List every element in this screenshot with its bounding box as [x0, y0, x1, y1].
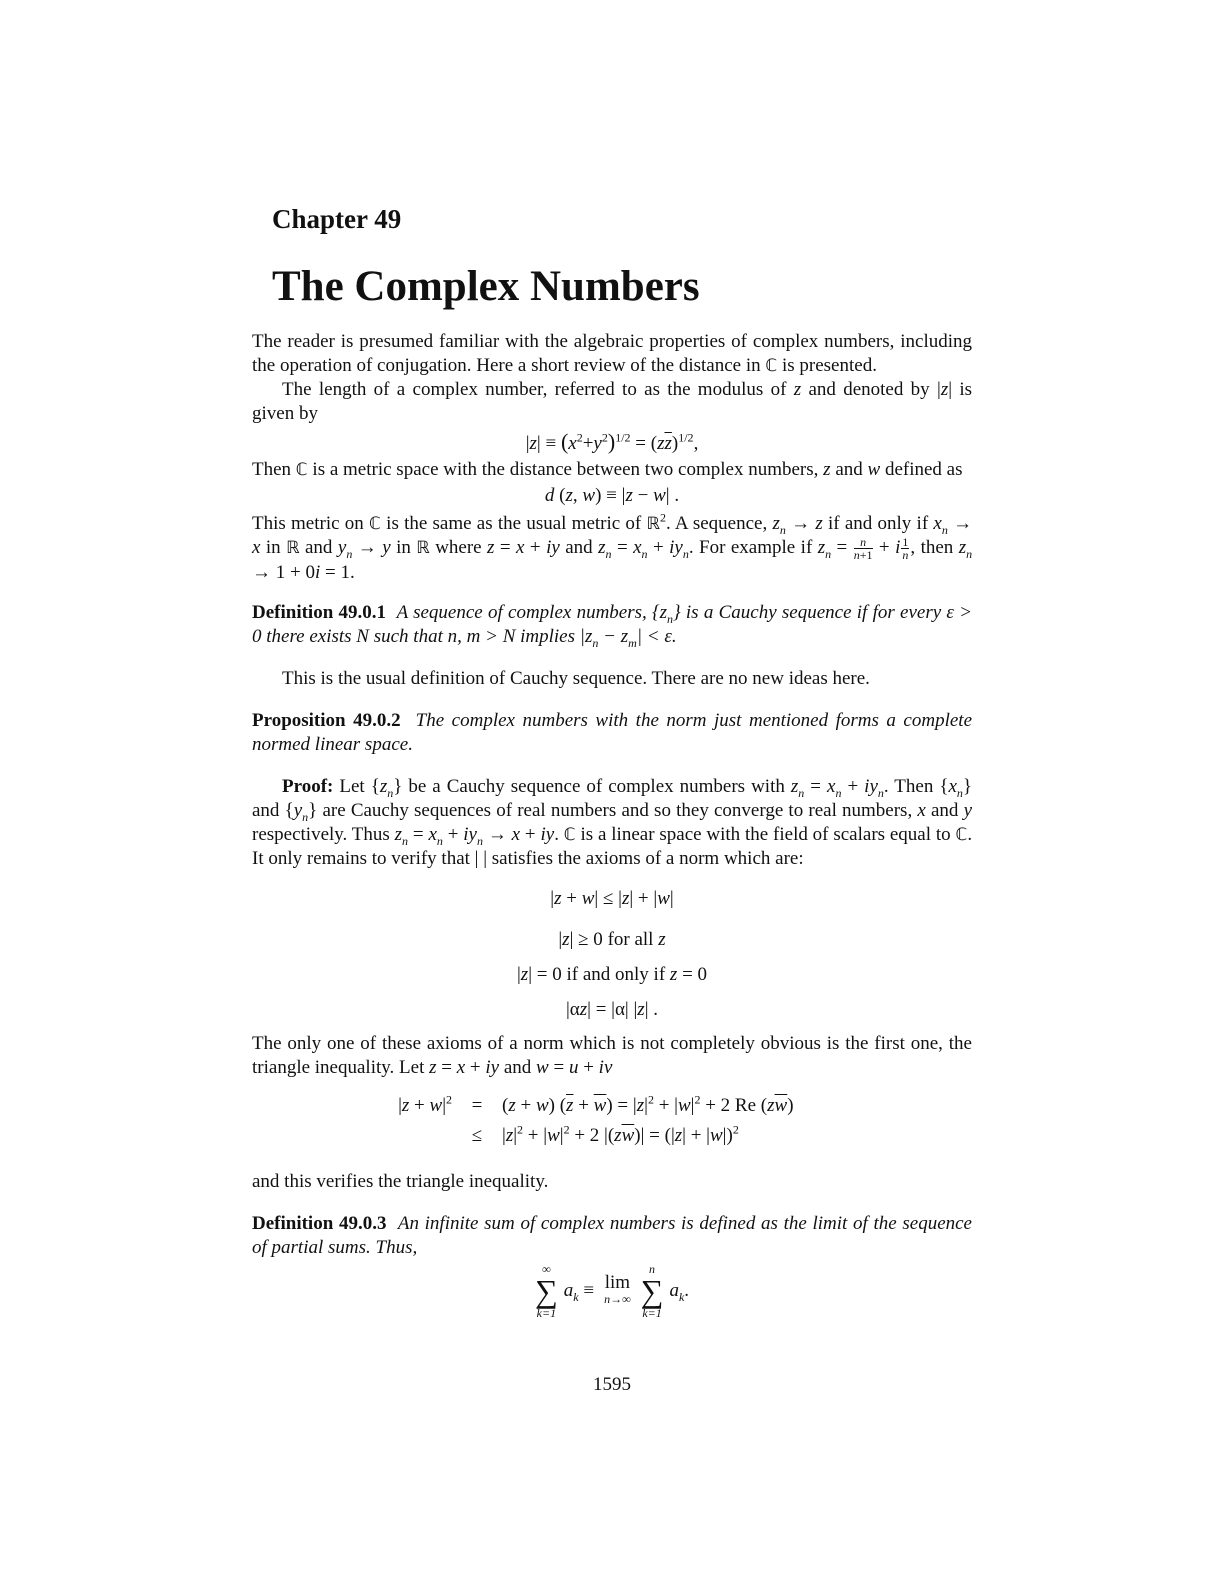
- triangle-paragraph: The only one of these axioms of a norm which is not completely obvious is the first one, the triangle inequality. Let z = x + iy and w = u + iv: [252, 1033, 972, 1079]
- proposition-49-0-2: Proposition 49.0.2 The complex numbers with the norm just mentioned forms a complete normed linear space.: [252, 710, 973, 756]
- triangle-derivation: $|z + w|^2$ = (z + w) $(\overline{z} + \overline{w}) = |z|^2 + |w|^2 + 2$ Re $(z\overline{w})$ ≤ $|z|^2 + |w|^2 + 2$ $|(z\overline{w})| = (|z| + |w|)^2$: [398, 1092, 794, 1147]
- norm-axioms: [252, 887, 972, 1022]
- usual-definition-remark: This is the usual definition of Cauchy sequence. There are no new ideas here.: [282, 668, 870, 690]
- chapter-label: Chapter 49: [272, 204, 402, 234]
- axiom-triangle: |z + w| ≤ |z| + |w|: [550, 888, 674, 910]
- chapter-title: The Complex Numbers: [272, 263, 700, 310]
- definition-49-0-1: Definition 49.0.1 A sequence of complex numbers, $\{z_n\}$ is a Cauchy sequence if for every ε > 0 there exists N such that n, m > N implies $|z_n - z_m| < \varepsilon$.: [252, 602, 972, 650]
- distance-equation: d (z, w) ≡ |z − w| .: [544, 485, 680, 506]
- page-number: 1595: [593, 1374, 631, 1395]
- proof-paragraph: Proof: Let $\{z_n\}$ be a Cauchy sequence of complex numbers with $z_n = x_n + iy_n$. Then $\{x_n\}$ and $\{y_n\}$ are Cauchy sequences of real numbers and so they converge to real numbers, x and y respectively. Thus $z_n = x_n + iy_n \to x$ + iy. ℂ is a linear space with the field of scalars equal to ℂ. It only remains to verify that | | satisfies the axioms of a norm which are:: [252, 776, 973, 870]
- axiom-scalar: |αz| = |α| |z| .: [565, 999, 659, 1021]
- triangle-conclusion: and this verifies the triangle inequality.: [252, 1171, 549, 1193]
- axiom-zero: |z| = 0 if and only if z = 0: [516, 964, 708, 986]
- definition-49-0-3: Definition 49.0.3 An infinite sum of complex numbers is defined as the limit of the sequence of partial sums. Thus,: [252, 1213, 972, 1259]
- body-text: [252, 330, 972, 1320]
- metric-paragraph: Then ℂ is a metric space with the distance between two complex numbers, z and w defined as: [252, 459, 963, 480]
- intro-paragraph: The reader is presumed familiar with the algebraic properties of complex numbers, including the operation of conjugation. Here a short review of the distance in ℂ is presented.: [252, 331, 972, 376]
- axiom-nonnegative: |z| ≥ 0 for all z: [558, 929, 666, 951]
- sequence-paragraph: This metric on ℂ is the same as the usual metric of ℝ$^2$. A sequence, $z_n \to z$ if and only if $x_n \to x$ in ℝ and $y_n \to y$ in ℝ where z = x + iy and $z_n = x_n + iy_n$. For example if $z_n$ = $\frac{n}{n+1}$ + i $\frac{1}{n}$ , then $z_n \to 1 + 0i = 1$.: [252, 510, 973, 584]
- modulus-equation: $|z| \equiv (x^2+y^2)^{1/2} = (z\overline{z})^{1/2}$,: [525, 429, 699, 454]
- modulus-paragraph: The length of a complex number, referred to as the modulus of z and denoted by |z| is given by: [252, 379, 973, 424]
- infinite-sum-equation: ∞ ∑ k=1 $a_k$ ≡ lim n→∞ n ∑ k=1 $a_k$.: [534, 1262, 690, 1321]
